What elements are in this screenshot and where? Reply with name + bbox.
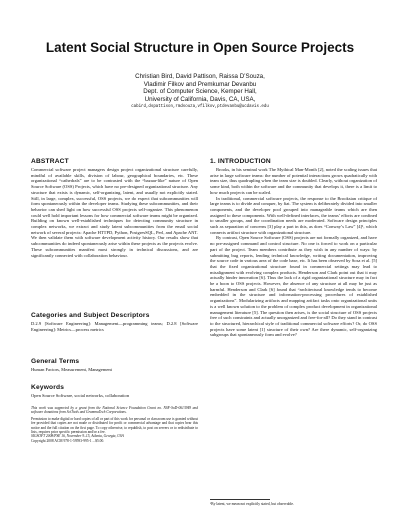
- abstract-section: [31, 158, 198, 258]
- abstract-heading: ABSTRACT: [31, 158, 69, 165]
- keywords-text: Open Source Software, social networks, collaboration: [31, 393, 130, 398]
- footnote-rule: [210, 499, 270, 500]
- author-block: [0, 73, 400, 112]
- keywords-heading: Keywords: [31, 384, 65, 391]
- footnote-block: [210, 499, 377, 507]
- abstract-text: Commercial software project managers design project organizational structure carefully, mindful of available skills, division of labour, geographical boundaries, etc. These organizational “cathedrals” are to be contrasted with the “bazaar-like” nature of Open Source Software (OSS) Projects, which have no pre-designed organizational structure. Any structure that exists is dynamic, self-organizing, latent, and usually not explicitly stated. Still, in large, complex, successful, OSS projects, we do expect that subcommunities will form spontaneously within the developer teams. Studying these subcommunities, and their behavior can shed light on how successful OSS projects self-organize. This phenomenon could well hold important lessons for how commercial software teams might be organized. Building on known well-established techniques for detecting community structure in complex networks, we extract and study latent subcommunities from the email social network of several projects: Apache HTTPD, Python, PostgresSQL, Perl, and Apache ANT. We then validate them with software development activity history. Our results show that subcommunities do indeed spontaneously arise within these projects as the projects evolve. These subcommunities manifest most strongly in technical discussions, and are significantly connected with collaboration behaviour.: [31, 167, 198, 258]
- paper-title: Latent Social Structure in Open Source Projects: [45, 40, 355, 55]
- intro-paragraph-2: In traditional, commercial software projects, the response to the Brooksian critique of large teams is to divide and conquer, by fiat. The system is deliberately divided into smaller components, and the developer pool grouped into manageable teams which are then assigned to these components. With well-defined interfaces, the teams’ efforts are confined to smaller groups, and the coordination needs are moderated. Software design principles such as separation of concerns [3] play a part in this, as does “Conway’s Law” [4]¹, which connects artifact structure with organizational structure.: [210, 195, 377, 235]
- general-terms-section: [31, 358, 198, 373]
- affiliation-2: University of California, Davis, CA, USA,: [144, 95, 256, 103]
- intro-paragraph-3: By contrast, Open Source Software (OSS) projects are not formally organized, and have no pre-assigned command and control structure. No one is forced to work on a particular part of the project. Team members contribute as they wish in any number of ways: by submitting bug reports, lending technical knowledge, writing documentation, improving the source code in various area of the code base, etc. It has been observed by Sosa et al. [5] that the fixed organizational structure found in commercial settings may lead to misalignment with evolving complex products. Henderson and Clark point out that it may actually hinder innovation [6]. Thus the lack of a rigid organizational structure may in fact be a boon to OSS projects. However, the absence of any structure at all may be just as harmful. Henderson and Clark [6] found that “architectural knowledge tends to become embedded in the structure and information-processing procedures of established organizations”. Modularizing artifacts and mapping artifact tasks onto organizational units is a well known solution to the problem of complex product development in organizational management literature [5]. The question then arises, is the social structure of OSS projects free of such constraints and actually unorganized and free-for-all? Do they stand in contrast to the structured, hierarchical style of traditional commercial software efforts? Or, do OSS projects have some latent [1] structure of their own? Are there dynamic, self-organizing subgroups that spontaneously form and evolve?: [210, 235, 377, 338]
- affiliation-1: Dept. of Computer Science, Kemper Hall,: [143, 88, 257, 96]
- funding-note: This work was supported by a grant from the National Science Foundation Grant no. NSF-SoD-0613949 and software donations from SciTools and GrammaTech Corporations.: [31, 406, 198, 415]
- author-names-1: Christian Bird, David Pattison, Raissa D’Souza,: [135, 73, 265, 80]
- copyright-block: [31, 406, 198, 443]
- introduction-section: [210, 158, 377, 338]
- categories-section: [31, 312, 198, 332]
- copyright-line: Copyright 2008 ACM 978-1-59593-995-1 ...$5.00.: [31, 438, 105, 443]
- author-emails: cabird,dspattison,rmdsouza,vfilkov,ptdevanbu@ucdavis.edu: [131, 105, 269, 110]
- introduction-heading: 1. INTRODUCTION: [210, 158, 271, 165]
- categories-text: D.2.9 [Software Engineering]: Management—programming teams; D.2.8 [Software Engineering]: Metrics—process metrics: [31, 321, 198, 332]
- general-terms-heading: General Terms: [31, 358, 80, 365]
- permission-note: Permission to make digital or hard copies of all or part of this work for personal or classroom use is granted without fee provided that copies are not made or distributed for profit or commercial advantage and that copies bear this notice and the full citation on the first page. To copy otherwise, to republish, to post on servers or to redistribute to lists, requires prior specific permission and/or a fee.: [31, 416, 198, 435]
- categories-heading: Categories and Subject Descriptors: [31, 312, 150, 319]
- keywords-section: [31, 384, 198, 399]
- intro-paragraph-1: Brooks, in his seminal work The Mythical Man-Month [2], noted the scaling issues that arise in large software teams: the number of potential interactions grows quadratically with team size, thus quadrupling when the team size is doubled. Clearly, without organization of some kind, both within the software and the community that develops it, there is a limit to how much projects can be scaled.: [210, 167, 377, 195]
- author-names-2: Vladimir Filkov and Premkumar Devanbu: [143, 80, 257, 88]
- general-terms-text: Human Factors, Measurement, Management: [31, 367, 112, 372]
- venue-note: SIGSOFT 2008/FSE 16, November 9–15, Atlanta, Georgia, USA: [31, 434, 124, 439]
- footnote-text: ¹By latent, we mean not explicitly stated, but observable.: [210, 502, 294, 506]
